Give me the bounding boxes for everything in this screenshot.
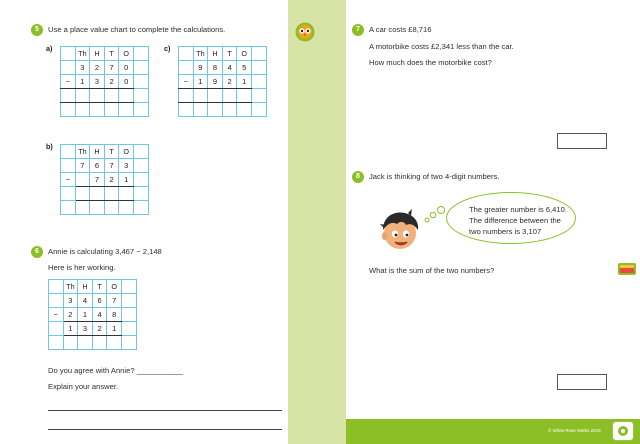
question-6-text: Annie is calculating 3,467 − 2,148 xyxy=(48,247,162,256)
question-7-line-3: How much does the motorbike cost? xyxy=(369,58,492,67)
bubble-line-1: The greater number is 6,410. xyxy=(469,205,567,214)
pv-cell: 8 xyxy=(208,61,223,75)
pv-header: O xyxy=(237,47,252,61)
pv-cell: 3 xyxy=(78,322,93,336)
question-7-line-2: A motorbike costs £2,341 less than the car. xyxy=(369,42,514,51)
pv-cell xyxy=(75,173,90,187)
answer-cell[interactable] xyxy=(104,187,119,201)
answer-cell[interactable] xyxy=(104,89,119,103)
pv-cell: 2 xyxy=(222,75,237,89)
question-8-question: What is the sum of the two numbers? xyxy=(369,266,495,275)
answer-cell[interactable] xyxy=(75,89,90,103)
pv-header: H xyxy=(90,145,105,159)
pv-cell: 1 xyxy=(193,75,208,89)
question-number-6: 6 xyxy=(31,246,43,258)
pv-cell: 2 xyxy=(63,308,78,322)
answer-cell[interactable] xyxy=(75,187,90,201)
pv-header: T xyxy=(104,47,119,61)
minus-sign: − xyxy=(61,75,76,89)
center-margin-strip xyxy=(288,0,346,444)
answer-cell[interactable] xyxy=(208,89,223,103)
pv-cell: 4 xyxy=(78,294,93,308)
answer-line-2[interactable] xyxy=(48,429,282,430)
pv-header: O xyxy=(107,280,122,294)
pv-header: O xyxy=(119,145,134,159)
pv-cell: 1 xyxy=(63,322,78,336)
owl-icon xyxy=(295,22,315,42)
pv-cell: 6 xyxy=(90,159,105,173)
pv-cell: 1 xyxy=(78,308,93,322)
pv-header: H xyxy=(90,47,105,61)
pv-cell: 3 xyxy=(119,159,134,173)
pv-cell: 9 xyxy=(193,61,208,75)
pv-cell: 3 xyxy=(63,294,78,308)
question-number-5: 5 xyxy=(31,24,43,36)
pv-cell: 2 xyxy=(90,61,105,75)
answer-cell[interactable] xyxy=(90,89,105,103)
pv-header: T xyxy=(92,280,107,294)
pv-cell: 7 xyxy=(104,159,119,173)
pv-cell: 5 xyxy=(237,61,252,75)
pv-cell: 1 xyxy=(107,322,122,336)
bubble-line-3: two numbers is 3,107 xyxy=(469,227,542,236)
pv-cell: 1 xyxy=(119,173,134,187)
pv-cell: 2 xyxy=(104,75,119,89)
question-number-7: 7 xyxy=(352,24,364,36)
pv-header: Th xyxy=(193,47,208,61)
pv-cell: 1 xyxy=(75,75,90,89)
pv-cell: 0 xyxy=(119,75,134,89)
pv-cell: 2 xyxy=(104,173,119,187)
pv-header: Th xyxy=(75,47,90,61)
answer-box-7[interactable] xyxy=(557,133,607,149)
minus-sign: − xyxy=(61,173,76,187)
pv-header: Th xyxy=(63,280,78,294)
answer-cell[interactable] xyxy=(222,89,237,103)
answer-cell[interactable] xyxy=(90,187,105,201)
jack-face-icon xyxy=(378,208,422,252)
question-6-subtext: Here is her working. xyxy=(48,263,116,272)
part-a-label: a) xyxy=(46,44,53,53)
pv-header: T xyxy=(104,145,119,159)
place-value-chart-c xyxy=(178,46,267,117)
part-b-label: b) xyxy=(46,142,53,151)
place-value-chart-a xyxy=(60,46,149,117)
bubble-line-2: The difference between the xyxy=(469,216,561,225)
pv-header: H xyxy=(78,280,93,294)
answer-box-8[interactable] xyxy=(557,374,607,390)
pv-cell: 1 xyxy=(237,75,252,89)
answer-cell[interactable] xyxy=(61,89,76,103)
answer-cell[interactable] xyxy=(193,89,208,103)
pv-header: O xyxy=(119,47,134,61)
answer-cell[interactable] xyxy=(237,89,252,103)
thought-dots-icon xyxy=(424,204,446,224)
question-5-text: Use a place value chart to complete the calculations. xyxy=(48,25,226,34)
answer-line-1[interactable] xyxy=(48,410,282,411)
pv-cell: 3 xyxy=(90,75,105,89)
pv-cell: 9 xyxy=(208,75,223,89)
part-c-label: c) xyxy=(164,44,171,53)
pv-cell: 3 xyxy=(75,61,90,75)
pv-cell: 0 xyxy=(119,61,134,75)
pv-cell: 7 xyxy=(104,61,119,75)
answer-cell[interactable] xyxy=(119,187,134,201)
pv-header: T xyxy=(222,47,237,61)
bookmark-tab-icon xyxy=(618,262,636,276)
question-number-8: 8 xyxy=(352,171,364,183)
question-8-text: Jack is thinking of two 4-digit numbers. xyxy=(369,172,500,181)
pv-header: H xyxy=(208,47,223,61)
explain-prompt: Explain your answer. xyxy=(48,382,119,391)
pv-header: Th xyxy=(75,145,90,159)
minus-sign: − xyxy=(179,75,194,89)
agree-question: Do you agree with Annie? ___________ xyxy=(48,366,184,375)
place-value-chart-b xyxy=(60,144,149,215)
answer-cell[interactable] xyxy=(119,89,134,103)
pv-cell: 6 xyxy=(92,294,107,308)
pv-cell: 7 xyxy=(90,173,105,187)
pv-cell: 4 xyxy=(222,61,237,75)
pv-cell: 4 xyxy=(92,308,107,322)
footer-copyright: © White Rose Maths 2019 xyxy=(548,428,601,433)
minus-sign: − xyxy=(49,308,64,322)
pv-cell: 7 xyxy=(75,159,90,173)
pv-cell: 8 xyxy=(107,308,122,322)
answer-cell[interactable] xyxy=(179,89,194,103)
pv-cell: 7 xyxy=(107,294,122,308)
pv-cell: 2 xyxy=(92,322,107,336)
annie-working-chart xyxy=(48,279,137,350)
question-7-line-1: A car costs £8,716 xyxy=(369,25,432,34)
white-rose-logo-icon xyxy=(612,421,634,441)
